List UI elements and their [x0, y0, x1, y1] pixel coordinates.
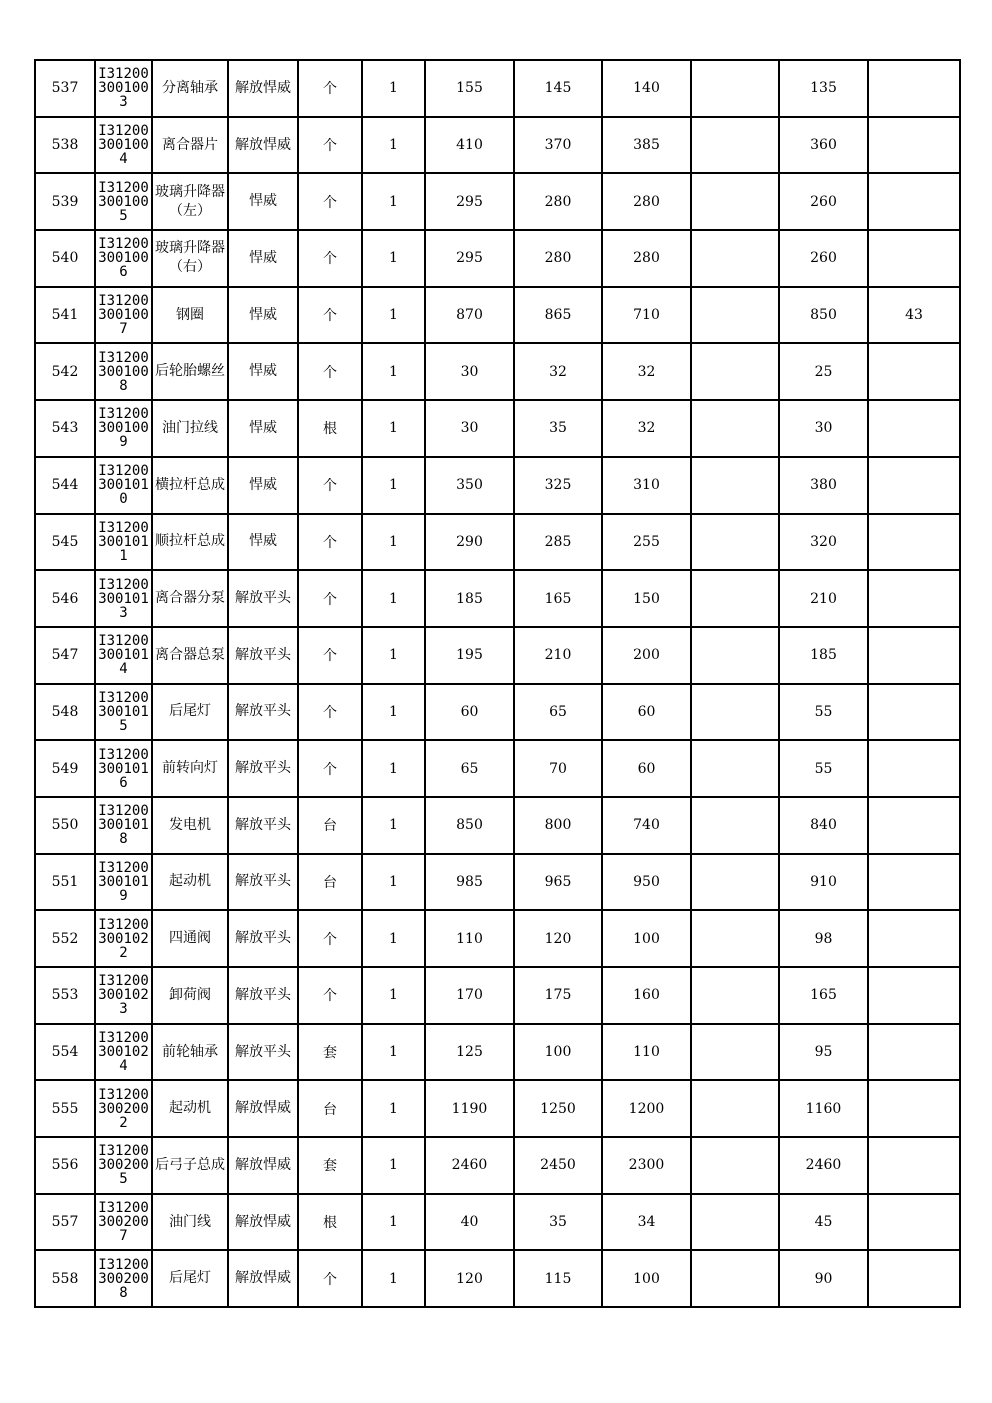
row-number-cell: 539 — [35, 173, 95, 230]
quantity-cell: 1 — [362, 400, 425, 457]
unit-cell: 个 — [298, 740, 362, 797]
note-cell — [868, 627, 960, 684]
price-2-cell: 120 — [514, 910, 602, 967]
price-5-cell: 95 — [779, 1024, 868, 1081]
row-number-cell: 550 — [35, 797, 95, 854]
price-1-cell: 110 — [425, 910, 514, 967]
price-5-cell: 55 — [779, 684, 868, 741]
price-4-cell — [691, 797, 779, 854]
price-3-cell: 280 — [602, 173, 691, 230]
unit-cell: 个 — [298, 457, 362, 514]
unit-cell: 套 — [298, 1024, 362, 1081]
item-code-cell: I312003001009 — [95, 400, 152, 457]
price-4-cell — [691, 627, 779, 684]
price-3-cell: 280 — [602, 230, 691, 287]
table-row — [35, 1080, 960, 1137]
table-row — [35, 1194, 960, 1251]
price-2-cell: 370 — [514, 117, 602, 174]
item-code-cell: I312003001003 — [95, 60, 152, 117]
item-name-cell: 钢圈 — [152, 287, 228, 344]
price-1-cell: 30 — [425, 400, 514, 457]
price-1-cell: 295 — [425, 173, 514, 230]
price-5-cell: 90 — [779, 1250, 868, 1307]
item-name-cell: 后轮胎螺丝 — [152, 343, 228, 400]
vehicle-model-cell: 解放平头 — [228, 797, 298, 854]
price-1-cell: 120 — [425, 1250, 514, 1307]
item-name-cell: 后弓子总成 — [152, 1137, 228, 1194]
note-cell — [868, 740, 960, 797]
price-5-cell: 30 — [779, 400, 868, 457]
item-code-cell: I312003001010 — [95, 457, 152, 514]
price-3-cell: 1200 — [602, 1080, 691, 1137]
note-cell — [868, 457, 960, 514]
item-name-cell: 四通阀 — [152, 910, 228, 967]
quantity-cell: 1 — [362, 1250, 425, 1307]
unit-cell: 个 — [298, 230, 362, 287]
unit-cell: 个 — [298, 60, 362, 117]
table-row — [35, 173, 960, 230]
unit-cell: 个 — [298, 514, 362, 571]
price-3-cell: 255 — [602, 514, 691, 571]
price-4-cell — [691, 514, 779, 571]
table-row — [35, 910, 960, 967]
item-name-cell: 玻璃升降器（右） — [152, 230, 228, 287]
row-number-cell: 558 — [35, 1250, 95, 1307]
price-5-cell: 380 — [779, 457, 868, 514]
price-1-cell: 870 — [425, 287, 514, 344]
note-cell — [868, 117, 960, 174]
table-row — [35, 1137, 960, 1194]
price-4-cell — [691, 60, 779, 117]
price-3-cell: 60 — [602, 684, 691, 741]
note-cell — [868, 230, 960, 287]
note-cell — [868, 967, 960, 1024]
price-5-cell: 840 — [779, 797, 868, 854]
item-code-cell: I312003002002 — [95, 1080, 152, 1137]
quantity-cell: 1 — [362, 173, 425, 230]
quantity-cell: 1 — [362, 854, 425, 911]
item-code-cell: I312003001016 — [95, 740, 152, 797]
price-3-cell: 110 — [602, 1024, 691, 1081]
price-2-cell: 1250 — [514, 1080, 602, 1137]
price-5-cell: 98 — [779, 910, 868, 967]
vehicle-model-cell: 悍威 — [228, 457, 298, 514]
table-row — [35, 797, 960, 854]
table-row — [35, 684, 960, 741]
quantity-cell: 1 — [362, 1137, 425, 1194]
table-row — [35, 627, 960, 684]
price-1-cell: 30 — [425, 343, 514, 400]
price-2-cell: 165 — [514, 570, 602, 627]
row-number-cell: 546 — [35, 570, 95, 627]
price-5-cell: 360 — [779, 117, 868, 174]
quantity-cell: 1 — [362, 1080, 425, 1137]
row-number-cell: 548 — [35, 684, 95, 741]
price-2-cell: 800 — [514, 797, 602, 854]
quantity-cell: 1 — [362, 457, 425, 514]
item-name-cell: 起动机 — [152, 854, 228, 911]
price-1-cell: 170 — [425, 967, 514, 1024]
price-1-cell: 65 — [425, 740, 514, 797]
price-2-cell: 115 — [514, 1250, 602, 1307]
unit-cell: 个 — [298, 910, 362, 967]
price-5-cell: 165 — [779, 967, 868, 1024]
item-code-cell: I312003001024 — [95, 1024, 152, 1081]
item-name-cell: 发电机 — [152, 797, 228, 854]
note-cell — [868, 1137, 960, 1194]
row-number-cell: 537 — [35, 60, 95, 117]
item-name-cell: 分离轴承 — [152, 60, 228, 117]
vehicle-model-cell: 解放悍威 — [228, 1250, 298, 1307]
vehicle-model-cell: 解放平头 — [228, 627, 298, 684]
unit-cell: 根 — [298, 400, 362, 457]
price-4-cell — [691, 1194, 779, 1251]
price-1-cell: 290 — [425, 514, 514, 571]
price-3-cell: 2300 — [602, 1137, 691, 1194]
price-1-cell: 195 — [425, 627, 514, 684]
row-number-cell: 542 — [35, 343, 95, 400]
quantity-cell: 1 — [362, 343, 425, 400]
item-name-cell: 横拉杆总成 — [152, 457, 228, 514]
price-3-cell: 100 — [602, 910, 691, 967]
item-code-cell: I312003001022 — [95, 910, 152, 967]
vehicle-model-cell: 解放平头 — [228, 910, 298, 967]
note-cell — [868, 400, 960, 457]
vehicle-model-cell: 解放平头 — [228, 854, 298, 911]
vehicle-model-cell: 解放悍威 — [228, 1080, 298, 1137]
price-3-cell: 710 — [602, 287, 691, 344]
table-row — [35, 570, 960, 627]
row-number-cell: 553 — [35, 967, 95, 1024]
price-4-cell — [691, 684, 779, 741]
vehicle-model-cell: 悍威 — [228, 230, 298, 287]
quantity-cell: 1 — [362, 910, 425, 967]
row-number-cell: 547 — [35, 627, 95, 684]
price-2-cell: 100 — [514, 1024, 602, 1081]
table-row — [35, 230, 960, 287]
item-code-cell: I312003001008 — [95, 343, 152, 400]
price-1-cell: 185 — [425, 570, 514, 627]
unit-cell: 台 — [298, 797, 362, 854]
note-cell — [868, 910, 960, 967]
row-number-cell: 549 — [35, 740, 95, 797]
unit-cell: 套 — [298, 1137, 362, 1194]
price-2-cell: 145 — [514, 60, 602, 117]
price-4-cell — [691, 740, 779, 797]
item-code-cell: I312003001005 — [95, 173, 152, 230]
price-5-cell: 185 — [779, 627, 868, 684]
item-name-cell: 离合器片 — [152, 117, 228, 174]
vehicle-model-cell: 悍威 — [228, 514, 298, 571]
note-cell — [868, 854, 960, 911]
row-number-cell: 540 — [35, 230, 95, 287]
price-3-cell: 32 — [602, 343, 691, 400]
table-row — [35, 514, 960, 571]
price-1-cell: 985 — [425, 854, 514, 911]
price-4-cell — [691, 967, 779, 1024]
item-name-cell: 前转向灯 — [152, 740, 228, 797]
price-1-cell: 40 — [425, 1194, 514, 1251]
note-cell — [868, 570, 960, 627]
table-row — [35, 740, 960, 797]
price-5-cell: 25 — [779, 343, 868, 400]
quantity-cell: 1 — [362, 117, 425, 174]
item-code-cell: I312003001015 — [95, 684, 152, 741]
table-row — [35, 967, 960, 1024]
price-2-cell: 285 — [514, 514, 602, 571]
item-name-cell: 后尾灯 — [152, 684, 228, 741]
item-code-cell: I312003002005 — [95, 1137, 152, 1194]
price-3-cell: 310 — [602, 457, 691, 514]
item-name-cell: 后尾灯 — [152, 1250, 228, 1307]
price-5-cell: 45 — [779, 1194, 868, 1251]
note-cell — [868, 514, 960, 571]
row-number-cell: 556 — [35, 1137, 95, 1194]
parts-price-table — [34, 59, 961, 1308]
quantity-cell: 1 — [362, 1194, 425, 1251]
vehicle-model-cell: 解放悍威 — [228, 60, 298, 117]
price-2-cell: 280 — [514, 173, 602, 230]
item-name-cell: 起动机 — [152, 1080, 228, 1137]
unit-cell: 个 — [298, 117, 362, 174]
price-4-cell — [691, 1250, 779, 1307]
price-4-cell — [691, 570, 779, 627]
price-1-cell: 410 — [425, 117, 514, 174]
row-number-cell: 541 — [35, 287, 95, 344]
item-code-cell: I312003001006 — [95, 230, 152, 287]
note-cell — [868, 684, 960, 741]
price-2-cell: 32 — [514, 343, 602, 400]
quantity-cell: 1 — [362, 514, 425, 571]
unit-cell: 个 — [298, 343, 362, 400]
unit-cell: 个 — [298, 967, 362, 1024]
row-number-cell: 543 — [35, 400, 95, 457]
row-number-cell: 557 — [35, 1194, 95, 1251]
price-1-cell: 2460 — [425, 1137, 514, 1194]
price-3-cell: 140 — [602, 60, 691, 117]
price-5-cell: 910 — [779, 854, 868, 911]
quantity-cell: 1 — [362, 740, 425, 797]
price-5-cell: 55 — [779, 740, 868, 797]
price-3-cell: 160 — [602, 967, 691, 1024]
note-cell — [868, 1080, 960, 1137]
unit-cell: 个 — [298, 570, 362, 627]
note-cell: 43 — [868, 287, 960, 344]
price-1-cell: 155 — [425, 60, 514, 117]
price-2-cell: 965 — [514, 854, 602, 911]
item-name-cell: 前轮轴承 — [152, 1024, 228, 1081]
table-row — [35, 60, 960, 117]
table-row — [35, 117, 960, 174]
price-5-cell: 320 — [779, 514, 868, 571]
price-1-cell: 295 — [425, 230, 514, 287]
item-name-cell: 油门拉线 — [152, 400, 228, 457]
item-code-cell: I312003001023 — [95, 967, 152, 1024]
table-row — [35, 287, 960, 344]
price-3-cell: 32 — [602, 400, 691, 457]
quantity-cell: 1 — [362, 230, 425, 287]
table-row — [35, 343, 960, 400]
quantity-cell: 1 — [362, 967, 425, 1024]
price-2-cell: 210 — [514, 627, 602, 684]
price-3-cell: 34 — [602, 1194, 691, 1251]
note-cell — [868, 1024, 960, 1081]
row-number-cell: 545 — [35, 514, 95, 571]
note-cell — [868, 60, 960, 117]
table-row — [35, 457, 960, 514]
quantity-cell: 1 — [362, 287, 425, 344]
price-5-cell: 2460 — [779, 1137, 868, 1194]
price-4-cell — [691, 457, 779, 514]
unit-cell: 个 — [298, 173, 362, 230]
price-2-cell: 325 — [514, 457, 602, 514]
price-4-cell — [691, 854, 779, 911]
vehicle-model-cell: 解放平头 — [228, 570, 298, 627]
row-number-cell: 538 — [35, 117, 95, 174]
unit-cell: 个 — [298, 627, 362, 684]
item-code-cell: I312003001018 — [95, 797, 152, 854]
note-cell — [868, 173, 960, 230]
note-cell — [868, 343, 960, 400]
unit-cell: 个 — [298, 1250, 362, 1307]
price-3-cell: 60 — [602, 740, 691, 797]
note-cell — [868, 1194, 960, 1251]
row-number-cell: 544 — [35, 457, 95, 514]
vehicle-model-cell: 悍威 — [228, 173, 298, 230]
row-number-cell: 551 — [35, 854, 95, 911]
item-name-cell: 离合器总泵 — [152, 627, 228, 684]
item-code-cell: I312003002008 — [95, 1250, 152, 1307]
price-1-cell: 125 — [425, 1024, 514, 1081]
quantity-cell: 1 — [362, 570, 425, 627]
vehicle-model-cell: 解放平头 — [228, 684, 298, 741]
price-3-cell: 740 — [602, 797, 691, 854]
price-5-cell: 1160 — [779, 1080, 868, 1137]
price-1-cell: 60 — [425, 684, 514, 741]
price-4-cell — [691, 1080, 779, 1137]
item-code-cell: I312003001004 — [95, 117, 152, 174]
price-5-cell: 210 — [779, 570, 868, 627]
price-2-cell: 175 — [514, 967, 602, 1024]
table-body — [35, 60, 960, 1307]
price-1-cell: 350 — [425, 457, 514, 514]
price-5-cell: 850 — [779, 287, 868, 344]
quantity-cell: 1 — [362, 1024, 425, 1081]
price-2-cell: 865 — [514, 287, 602, 344]
price-5-cell: 260 — [779, 230, 868, 287]
price-4-cell — [691, 117, 779, 174]
price-3-cell: 150 — [602, 570, 691, 627]
vehicle-model-cell: 解放悍威 — [228, 117, 298, 174]
unit-cell: 根 — [298, 1194, 362, 1251]
item-code-cell: I312003001011 — [95, 514, 152, 571]
price-4-cell — [691, 287, 779, 344]
row-number-cell: 555 — [35, 1080, 95, 1137]
unit-cell: 台 — [298, 854, 362, 911]
vehicle-model-cell: 悍威 — [228, 287, 298, 344]
price-2-cell: 35 — [514, 1194, 602, 1251]
item-code-cell: I312003001007 — [95, 287, 152, 344]
price-4-cell — [691, 910, 779, 967]
price-4-cell — [691, 230, 779, 287]
price-4-cell — [691, 173, 779, 230]
item-code-cell: I312003002007 — [95, 1194, 152, 1251]
vehicle-model-cell: 解放平头 — [228, 967, 298, 1024]
note-cell — [868, 1250, 960, 1307]
vehicle-model-cell: 解放悍威 — [228, 1137, 298, 1194]
price-3-cell: 385 — [602, 117, 691, 174]
item-code-cell: I312003001014 — [95, 627, 152, 684]
price-1-cell: 850 — [425, 797, 514, 854]
price-5-cell: 260 — [779, 173, 868, 230]
price-4-cell — [691, 343, 779, 400]
item-name-cell: 顺拉杆总成 — [152, 514, 228, 571]
price-2-cell: 70 — [514, 740, 602, 797]
item-name-cell: 玻璃升降器（左） — [152, 173, 228, 230]
quantity-cell: 1 — [362, 797, 425, 854]
price-2-cell: 2450 — [514, 1137, 602, 1194]
quantity-cell: 1 — [362, 60, 425, 117]
price-4-cell — [691, 1137, 779, 1194]
price-2-cell: 280 — [514, 230, 602, 287]
price-3-cell: 200 — [602, 627, 691, 684]
row-number-cell: 554 — [35, 1024, 95, 1081]
item-code-cell: I312003001019 — [95, 854, 152, 911]
unit-cell: 个 — [298, 684, 362, 741]
quantity-cell: 1 — [362, 627, 425, 684]
unit-cell: 个 — [298, 287, 362, 344]
price-3-cell: 100 — [602, 1250, 691, 1307]
table-row — [35, 1250, 960, 1307]
price-5-cell: 135 — [779, 60, 868, 117]
price-2-cell: 35 — [514, 400, 602, 457]
unit-cell: 台 — [298, 1080, 362, 1137]
table-row — [35, 1024, 960, 1081]
item-name-cell: 油门线 — [152, 1194, 228, 1251]
vehicle-model-cell: 悍威 — [228, 400, 298, 457]
vehicle-model-cell: 悍威 — [228, 343, 298, 400]
item-code-cell: I312003001013 — [95, 570, 152, 627]
price-1-cell: 1190 — [425, 1080, 514, 1137]
vehicle-model-cell: 解放平头 — [228, 740, 298, 797]
price-3-cell: 950 — [602, 854, 691, 911]
price-2-cell: 65 — [514, 684, 602, 741]
price-4-cell — [691, 400, 779, 457]
price-4-cell — [691, 1024, 779, 1081]
item-name-cell: 离合器分泵 — [152, 570, 228, 627]
table-row — [35, 400, 960, 457]
row-number-cell: 552 — [35, 910, 95, 967]
vehicle-model-cell: 解放平头 — [228, 1024, 298, 1081]
table-row — [35, 854, 960, 911]
quantity-cell: 1 — [362, 684, 425, 741]
vehicle-model-cell: 解放悍威 — [228, 1194, 298, 1251]
note-cell — [868, 797, 960, 854]
item-name-cell: 卸荷阀 — [152, 967, 228, 1024]
